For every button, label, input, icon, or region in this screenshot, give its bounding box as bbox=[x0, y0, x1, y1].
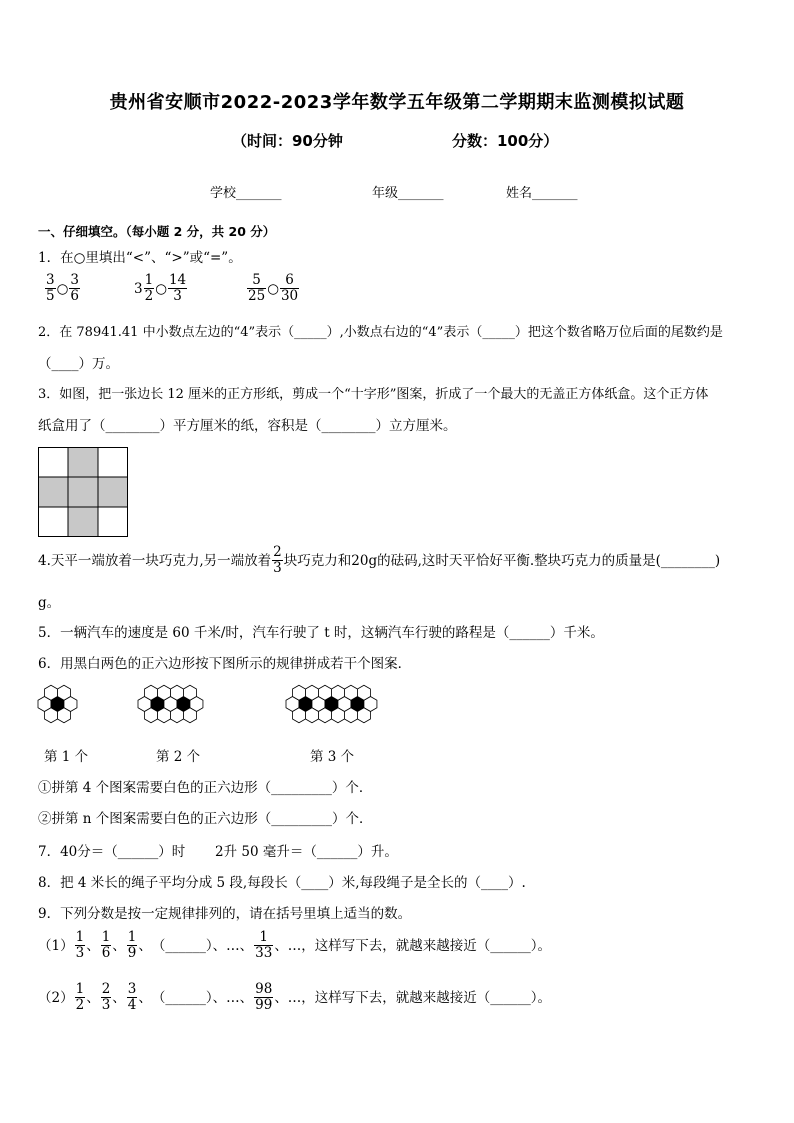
school-field[interactable]: 学校_______ bbox=[210, 186, 282, 201]
white-hexagon bbox=[170, 708, 183, 723]
question-6-sub-1: ①拼第 4 个图案需要白色的正六边形（_________）个． bbox=[38, 780, 373, 796]
question-7-part-b: 2升 50 毫升＝（______）升。 bbox=[215, 844, 398, 860]
question-9-series-1: （1） $\frac{1}{3}$ 、 $\frac{1}{6}$ 、 $\frac{1}{9}$ 、（______）、…、 $\frac{1}{33}$ 、…，这样写下去，就越来越接近（______）。 bbox=[38, 929, 552, 961]
exam-time: （时间：90分钟 bbox=[232, 132, 343, 150]
fraction: $\frac{3}{6}$ bbox=[70, 272, 79, 304]
white-hexagon bbox=[344, 685, 357, 700]
page-title: 贵州省安顺市2022-2023学年数学五年级第二学期期末监测模拟试题 bbox=[109, 92, 685, 113]
white-hexagon bbox=[157, 708, 170, 723]
q4-text-pre: 4.天平一端放着一块巧克力,另一端放着 bbox=[38, 552, 272, 569]
exam-score: 分数：100分） bbox=[452, 132, 559, 150]
pattern-label-2: 第 2 个 bbox=[156, 749, 201, 765]
answer-circle[interactable]: ○ bbox=[267, 280, 279, 297]
white-hexagon bbox=[183, 685, 196, 700]
white-hexagon bbox=[145, 708, 158, 723]
white-hexagon bbox=[331, 708, 344, 723]
fraction: $\frac{1}{6}$ bbox=[101, 929, 111, 961]
fraction: $\frac{14}{3}$ bbox=[168, 272, 187, 304]
white-hexagon bbox=[344, 708, 357, 723]
white-hexagon bbox=[145, 685, 158, 700]
fraction: $\frac{98}{99}$ bbox=[255, 981, 273, 1013]
fraction: $\frac{6}{30}$ bbox=[280, 272, 299, 304]
question-4-line-2: g。 bbox=[38, 595, 61, 611]
q1-pair-3 bbox=[246, 273, 300, 304]
white-hexagon bbox=[318, 708, 331, 723]
white-hexagon bbox=[293, 708, 306, 723]
question-2-line-1: 2．在 78941.41 中小数点左边的“4”表示（_____）,小数点右边的“4”表示（_____）把这个数省略万位后面的尾数约是 bbox=[38, 325, 723, 340]
answer-circle[interactable]: ○ bbox=[56, 280, 69, 297]
pattern-label-3: 第 3 个 bbox=[310, 749, 355, 765]
white-hexagon bbox=[357, 685, 370, 700]
white-hexagon bbox=[331, 685, 344, 700]
white-hexagon bbox=[45, 685, 58, 700]
question-8: 8．把 4 米长的绳子平均分成 5 段,每段长（____）米,每段绳子是全长的（____）. bbox=[38, 875, 526, 891]
white-hexagon bbox=[57, 685, 70, 700]
q1-pair-1 bbox=[44, 273, 81, 304]
fraction: $\frac{1}{3}$ bbox=[75, 929, 85, 961]
fraction: $\frac{2}{3}$ bbox=[273, 544, 282, 576]
answer-blank[interactable]: （______）、…、 bbox=[151, 937, 254, 954]
series-label: （2） bbox=[38, 989, 74, 1006]
white-hexagon bbox=[157, 685, 170, 700]
hexagon-pattern-3 bbox=[286, 684, 402, 724]
question-9-series-2: （2） $\frac{1}{2}$ 、 $\frac{2}{3}$ 、 $\frac{3}{4}$ 、（______）、…、 $\frac{98}{99}$ 、…，这样写下去，就越来越接近（______）。 bbox=[38, 981, 552, 1013]
q4-text-post: 块巧克力和20g的砝码,这时天平恰好平衡.整块巧克力的质量是(________) bbox=[283, 552, 721, 569]
series-label: （1） bbox=[38, 937, 74, 954]
white-hexagon bbox=[45, 708, 58, 723]
hexagon-pattern-1 bbox=[38, 684, 94, 724]
section-heading: 一、仔细填空。（每小题 2 分，共 20 分） bbox=[38, 224, 276, 239]
white-hexagon bbox=[293, 685, 306, 700]
white-hexagon bbox=[170, 685, 183, 700]
question-5: 5．一辆汽车的速度是 60 千米/时，汽车行驶了 t 时，这辆汽车行驶的路程是（______）千米。 bbox=[38, 625, 604, 641]
question-4-line-1 bbox=[38, 545, 720, 576]
white-hexagon bbox=[305, 685, 318, 700]
fraction: $\frac{1}{2}$ bbox=[144, 272, 154, 304]
white-hexagon bbox=[357, 708, 370, 723]
fraction: $\frac{2}{3}$ bbox=[101, 981, 111, 1013]
question-6-sub-2: ②拼第 n 个图案需要白色的正六边形（_________）个． bbox=[38, 811, 373, 827]
pattern-label-1: 第 1 个 bbox=[44, 749, 89, 765]
series-tail: 、…，这样写下去，就越来越接近（______）。 bbox=[274, 989, 552, 1006]
white-hexagon bbox=[318, 685, 331, 700]
fraction: $\frac{1}{9}$ bbox=[127, 929, 137, 961]
question-9: 9．下列分数是按一定规律排列的，请在括号里填上适当的数。 bbox=[38, 906, 412, 922]
series-tail: 、…，这样写下去，就越来越接近（______）。 bbox=[274, 937, 552, 954]
question-7-part-a: 7．40分＝（______）时 bbox=[38, 844, 186, 860]
question-3-line-1: 3．如图，把一张边长 12 厘米的正方形纸，剪成一个“十字形”图案，折成了一个最大的无盖正方体纸盒。这个正方体 bbox=[38, 387, 709, 402]
answer-blank[interactable]: （______）、…、 bbox=[151, 989, 254, 1006]
grade-field[interactable]: 年级_______ bbox=[372, 186, 444, 201]
white-hexagon bbox=[57, 708, 70, 723]
q1-pair-2 bbox=[134, 273, 188, 304]
name-field[interactable]: 姓名_______ bbox=[506, 186, 578, 201]
question-1: 1．在○里填出“<”、“>”或“=”。 bbox=[38, 250, 242, 266]
question-3-line-2: 纸盒用了（________）平方厘米的纸，容积是（________）立方厘米。 bbox=[38, 418, 457, 434]
white-hexagon bbox=[305, 708, 318, 723]
fraction: $\frac{1}{2}$ bbox=[75, 981, 85, 1013]
whole-number: 3 bbox=[134, 280, 143, 297]
white-hexagon bbox=[183, 708, 196, 723]
fraction: $\frac{1}{33}$ bbox=[255, 929, 273, 961]
fraction: $\frac{5}{25}$ bbox=[248, 272, 266, 304]
cross-shape-grid-figure bbox=[38, 447, 128, 537]
fraction: $\frac{3}{4}$ bbox=[127, 981, 137, 1013]
question-6: 6．用黑白两色的正六边形按下图所示的规律拼成若干个图案． bbox=[38, 656, 412, 672]
answer-circle[interactable]: ○ bbox=[155, 280, 167, 297]
hexagon-pattern-2 bbox=[138, 684, 224, 724]
question-2-line-2: （____）万。 bbox=[38, 356, 119, 372]
fraction: $\frac{3}{5}$ bbox=[46, 272, 55, 304]
